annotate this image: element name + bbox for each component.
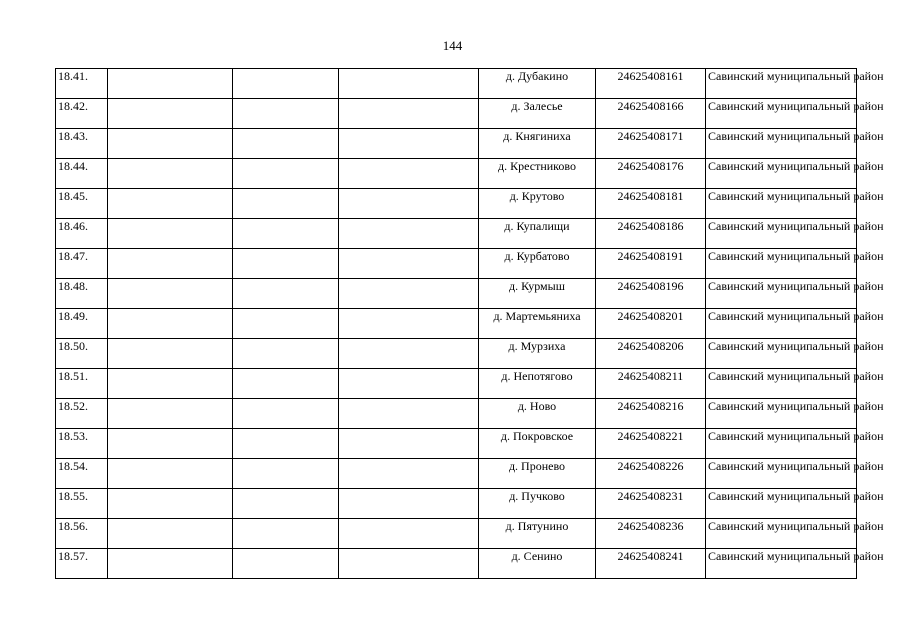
oktmo-code: 24625408216: [596, 399, 706, 429]
table-row: [56, 159, 857, 189]
oktmo-code: 24625408176: [596, 159, 706, 189]
empty-cell: [233, 159, 339, 189]
empty-cell: [108, 369, 233, 399]
row-number: 18.43.: [56, 129, 108, 159]
district-name: Савинский муниципальный район: [706, 159, 857, 189]
row-number: 18.48.: [56, 279, 108, 309]
empty-cell: [339, 69, 479, 99]
empty-cell: [339, 249, 479, 279]
district-name: Савинский муниципальный район: [706, 69, 857, 99]
empty-cell: [339, 99, 479, 129]
settlement-name: д. Курмыш: [479, 279, 596, 309]
row-number: 18.50.: [56, 339, 108, 369]
empty-cell: [233, 489, 339, 519]
empty-cell: [108, 99, 233, 129]
oktmo-code: 24625408211: [596, 369, 706, 399]
district-name: Савинский муниципальный район: [706, 99, 857, 129]
empty-cell: [108, 219, 233, 249]
settlement-name: д. Пучково: [479, 489, 596, 519]
table-row: [56, 519, 857, 549]
row-number: 18.41.: [56, 69, 108, 99]
district-name: Савинский муниципальный район: [706, 129, 857, 159]
district-name: Савинский муниципальный район: [706, 459, 857, 489]
empty-cell: [108, 429, 233, 459]
settlement-name: д. Покровское: [479, 429, 596, 459]
table-row: [56, 369, 857, 399]
empty-cell: [233, 279, 339, 309]
settlement-name: д. Мурзиха: [479, 339, 596, 369]
row-number: 18.46.: [56, 219, 108, 249]
empty-cell: [108, 279, 233, 309]
empty-cell: [233, 549, 339, 579]
district-name: Савинский муниципальный район: [706, 489, 857, 519]
empty-cell: [233, 369, 339, 399]
district-name: Савинский муниципальный район: [706, 369, 857, 399]
empty-cell: [339, 219, 479, 249]
oktmo-code: 24625408196: [596, 279, 706, 309]
oktmo-code: 24625408181: [596, 189, 706, 219]
settlement-name: д. Ново: [479, 399, 596, 429]
empty-cell: [233, 219, 339, 249]
empty-cell: [233, 189, 339, 219]
oktmo-code: 24625408231: [596, 489, 706, 519]
row-number: 18.52.: [56, 399, 108, 429]
row-number: 18.55.: [56, 489, 108, 519]
district-name: Савинский муниципальный район: [706, 309, 857, 339]
empty-cell: [339, 159, 479, 189]
empty-cell: [233, 129, 339, 159]
table-row: [56, 249, 857, 279]
oktmo-code: 24625408226: [596, 459, 706, 489]
settlement-name: д. Княгиниха: [479, 129, 596, 159]
row-number: 18.57.: [56, 549, 108, 579]
oktmo-code: 24625408221: [596, 429, 706, 459]
oktmo-code: 24625408186: [596, 219, 706, 249]
empty-cell: [339, 519, 479, 549]
empty-cell: [233, 519, 339, 549]
district-name: Савинский муниципальный район: [706, 279, 857, 309]
district-name: Савинский муниципальный район: [706, 249, 857, 279]
district-name: Савинский муниципальный район: [706, 549, 857, 579]
empty-cell: [233, 309, 339, 339]
empty-cell: [233, 99, 339, 129]
empty-cell: [339, 429, 479, 459]
empty-cell: [108, 489, 233, 519]
empty-cell: [233, 459, 339, 489]
table-row: [56, 339, 857, 369]
empty-cell: [339, 459, 479, 489]
settlement-name: д. Дубакино: [479, 69, 596, 99]
table-row: [56, 129, 857, 159]
registry-table: [55, 68, 884, 579]
empty-cell: [339, 129, 479, 159]
oktmo-code: 24625408191: [596, 249, 706, 279]
district-name: Савинский муниципальный район: [706, 399, 857, 429]
row-number: 18.45.: [56, 189, 108, 219]
table-row: [56, 99, 857, 129]
settlement-name: д. Сенино: [479, 549, 596, 579]
oktmo-code: 24625408166: [596, 99, 706, 129]
settlement-name: д. Крестниково: [479, 159, 596, 189]
empty-cell: [108, 69, 233, 99]
table-row: [56, 69, 857, 99]
table-row: [56, 219, 857, 249]
empty-cell: [339, 279, 479, 309]
settlement-name: д. Крутово: [479, 189, 596, 219]
table-row: [56, 489, 857, 519]
empty-cell: [233, 69, 339, 99]
settlement-name: д. Пронево: [479, 459, 596, 489]
row-number: 18.42.: [56, 99, 108, 129]
empty-cell: [339, 189, 479, 219]
empty-cell: [108, 399, 233, 429]
empty-cell: [108, 189, 233, 219]
empty-cell: [339, 339, 479, 369]
empty-cell: [108, 249, 233, 279]
table-row: [56, 429, 857, 459]
empty-cell: [108, 309, 233, 339]
district-name: Савинский муниципальный район: [706, 429, 857, 459]
table-body: [56, 69, 884, 579]
empty-cell: [233, 339, 339, 369]
district-name: Савинский муниципальный район: [706, 189, 857, 219]
row-number: 18.44.: [56, 159, 108, 189]
settlement-name: д. Залесье: [479, 99, 596, 129]
empty-cell: [339, 399, 479, 429]
oktmo-code: 24625408241: [596, 549, 706, 579]
table-row: [56, 549, 857, 579]
oktmo-code: 24625408236: [596, 519, 706, 549]
empty-cell: [339, 369, 479, 399]
empty-cell: [108, 339, 233, 369]
table-row: [56, 279, 857, 309]
row-number: 18.53.: [56, 429, 108, 459]
settlement-name: д. Пятунино: [479, 519, 596, 549]
settlement-name: д. Курбатово: [479, 249, 596, 279]
empty-cell: [339, 309, 479, 339]
empty-cell: [233, 399, 339, 429]
row-number: 18.49.: [56, 309, 108, 339]
empty-cell: [108, 549, 233, 579]
empty-cell: [233, 429, 339, 459]
page-number: 144: [442, 38, 463, 53]
table-row: [56, 399, 857, 429]
oktmo-code: 24625408171: [596, 129, 706, 159]
row-number: 18.51.: [56, 369, 108, 399]
empty-cell: [108, 129, 233, 159]
row-number: 18.56.: [56, 519, 108, 549]
empty-cell: [108, 459, 233, 489]
settlement-name: д. Непотягово: [479, 369, 596, 399]
empty-cell: [339, 549, 479, 579]
row-number: 18.47.: [56, 249, 108, 279]
table-row: [56, 309, 857, 339]
table-row: [56, 459, 857, 489]
oktmo-code: 24625408161: [596, 69, 706, 99]
empty-cell: [233, 249, 339, 279]
empty-cell: [108, 159, 233, 189]
oktmo-code: 24625408206: [596, 339, 706, 369]
settlement-name: д. Мартемьяниха: [479, 309, 596, 339]
district-name: Савинский муниципальный район: [706, 339, 857, 369]
empty-cell: [108, 519, 233, 549]
table-row: [56, 189, 857, 219]
district-name: Савинский муниципальный район: [706, 519, 857, 549]
district-name: Савинский муниципальный район: [706, 219, 857, 249]
oktmo-code: 24625408201: [596, 309, 706, 339]
empty-cell: [339, 489, 479, 519]
row-number: 18.54.: [56, 459, 108, 489]
settlement-name: д. Купалищи: [479, 219, 596, 249]
